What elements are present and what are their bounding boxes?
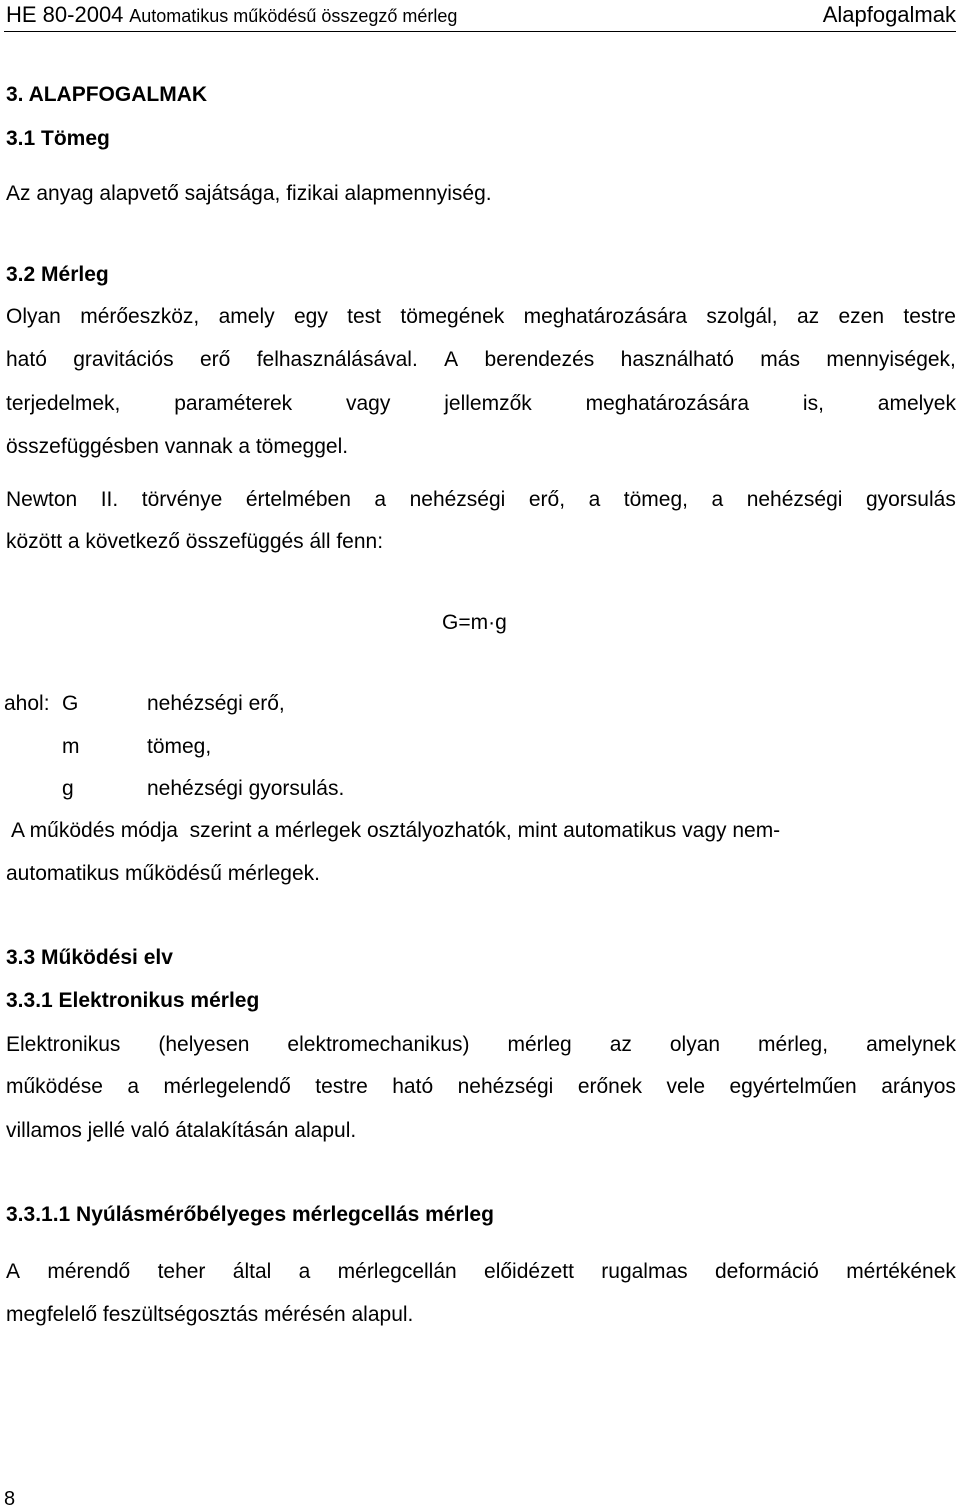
page-number: 8 [4, 1488, 16, 1510]
word: (helyesen [158, 1033, 250, 1056]
paragraph-line [6, 1075, 956, 1099]
word: berendezés [484, 348, 595, 371]
variable-description: nehézségi erő, [147, 692, 285, 715]
word: törvénye [141, 488, 223, 511]
running-header-right: Alapfogalmak [822, 2, 956, 27]
running-header-left [6, 2, 457, 28]
word: mennyiségek, [826, 348, 956, 371]
word: felhasználásával. [256, 348, 418, 371]
word: a [374, 488, 387, 511]
variable-symbol: g [62, 777, 74, 800]
paragraph-line: automatikus működésű mérlegek. [6, 862, 320, 885]
word: testre [903, 305, 956, 328]
word: A [6, 1260, 21, 1283]
word: mérendő [47, 1260, 131, 1283]
word: vele [666, 1075, 706, 1098]
paragraph-line [6, 392, 956, 416]
word: amelyek [877, 392, 956, 415]
word: mértékének [846, 1260, 956, 1283]
document-subtitle: Automatikus működésű összegző mérleg [129, 6, 458, 26]
word: előidézett [484, 1260, 574, 1283]
variable-description: nehézségi gyorsulás. [147, 777, 345, 800]
word: tömegének [400, 305, 505, 328]
word: mérőeszköz, [80, 305, 200, 328]
word: erőnek [577, 1075, 643, 1098]
word: deformáció [714, 1260, 819, 1283]
paragraph-line: megfelelő feszültségosztás mérésén alapul. [6, 1303, 414, 1326]
paragraph-line [6, 348, 956, 372]
word: más [760, 348, 800, 371]
word: gyorsulás [865, 488, 956, 511]
word: a [127, 1075, 140, 1098]
word: is, [802, 392, 824, 415]
formula: G=m·g [442, 611, 507, 634]
word: test [347, 305, 382, 328]
word: értelmében [245, 488, 351, 511]
word: egyértelműen [729, 1075, 857, 1098]
subsection-title-3-2: 3.2 Mérleg [6, 263, 109, 286]
word: amely [218, 305, 275, 328]
word: Elektronikus [6, 1033, 121, 1056]
variable-symbol: G [62, 692, 79, 715]
word: működése [6, 1075, 103, 1098]
subsection-title-3-1: 3.1 Tömeg [6, 127, 110, 150]
word: az [796, 305, 820, 328]
word: testre [315, 1075, 368, 1098]
where-label: ahol: [4, 692, 50, 715]
word: mérlegelendő [163, 1075, 291, 1098]
word: nehézségi [409, 488, 506, 511]
paragraph-3-1: Az anyag alapvető sajátsága, fizikai alapmennyiség. [6, 182, 492, 205]
word: amelynek [866, 1033, 956, 1056]
word: mérleg, [758, 1033, 829, 1056]
paragraph-line: villamos jellé való átalakításán alapul. [6, 1119, 357, 1142]
word: tömeg, [623, 488, 688, 511]
word: vagy [346, 392, 391, 415]
word: meghatározására [585, 392, 750, 415]
variable-description: tömeg, [147, 735, 212, 758]
subsection-title-3-3-1-1: 3.3.1.1 Nyúlásmérőbélyeges mérlegcellás mérleg [6, 1203, 494, 1226]
word: nehézségi [457, 1075, 554, 1098]
paragraph-line [6, 1033, 956, 1057]
variable-symbol: m [62, 735, 80, 758]
word: erő [199, 348, 231, 371]
word: A [444, 348, 459, 371]
word: mérleg [507, 1033, 572, 1056]
word: gravitációs [73, 348, 174, 371]
paragraph-line [6, 1260, 956, 1284]
subsection-title-3-3-1: 3.3.1 Elektronikus mérleg [6, 989, 260, 1012]
header-rule [4, 31, 956, 32]
word: rugalmas [601, 1260, 688, 1283]
paragraph-line [6, 305, 956, 329]
paragraph-line: A működés módja szerint a mérlegek osztályozhatók, mint automatikus vagy nem- [11, 819, 781, 842]
word: terjedelmek, [6, 392, 121, 415]
word: egy [293, 305, 328, 328]
word: a [588, 488, 601, 511]
word: Olyan [6, 305, 61, 328]
word: ható [392, 1075, 434, 1098]
paragraph-line: összefüggésben vannak a tömeggel. [6, 435, 349, 458]
word: teher [157, 1260, 206, 1283]
paragraph-line [6, 488, 956, 512]
word: használható [620, 348, 734, 371]
word: nehézségi [746, 488, 843, 511]
word: a [711, 488, 724, 511]
word: jellemzők [444, 392, 532, 415]
word: által [232, 1260, 272, 1283]
word: a [298, 1260, 311, 1283]
word: elektromechanikus) [287, 1033, 470, 1056]
paragraph-line: között a következő összefüggés áll fenn: [6, 530, 384, 553]
word: szolgál, [706, 305, 778, 328]
word: erő, [528, 488, 566, 511]
section-title: 3. ALAPFOGALMAK [6, 83, 208, 106]
document-code: HE 80-2004 [6, 2, 124, 27]
word: arányos [881, 1075, 956, 1098]
word: ható [6, 348, 47, 371]
word: Newton [6, 488, 78, 511]
word: paraméterek [174, 392, 293, 415]
word: meghatározására [523, 305, 688, 328]
subsection-title-3-3: 3.3 Működési elv [6, 946, 173, 969]
word: ezen [838, 305, 885, 328]
word: II. [100, 488, 119, 511]
word: mérlegcellán [337, 1260, 457, 1283]
word: olyan [669, 1033, 721, 1056]
word: az [609, 1033, 632, 1056]
